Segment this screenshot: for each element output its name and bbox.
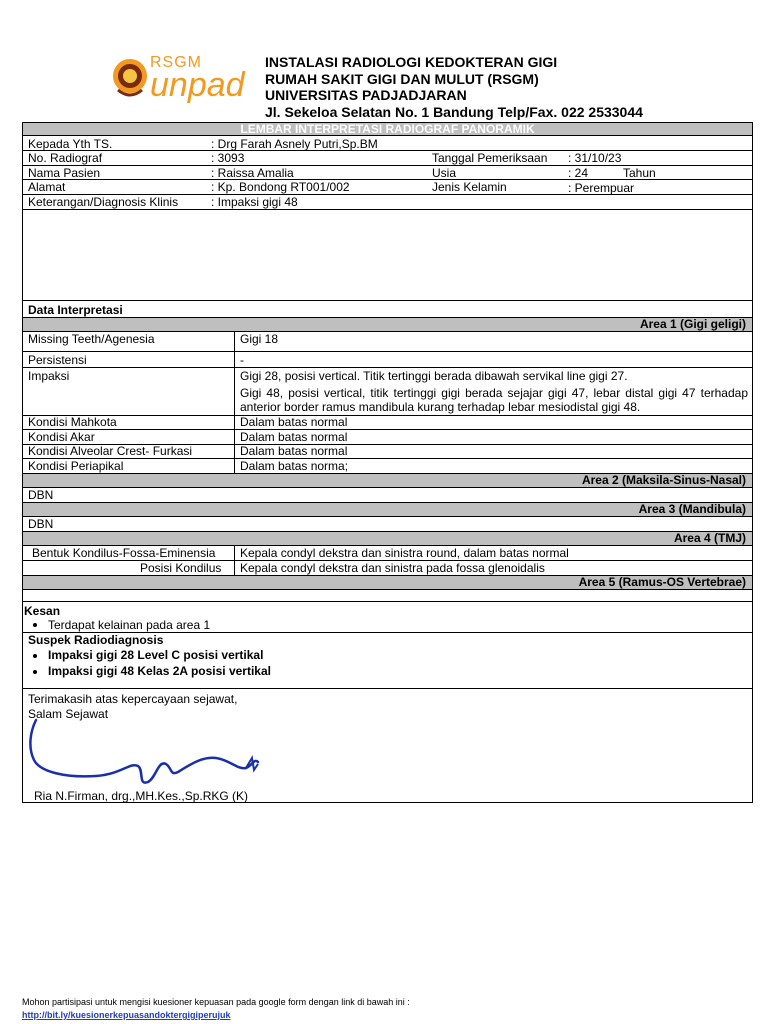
- rsgm-unpad-logo: [108, 50, 248, 110]
- area-5-label: Area 5 (Ramus-OS Vertebrae): [578, 575, 746, 589]
- kepada-value: : Drg Farah Asnely Putri,Sp.BM: [211, 137, 378, 151]
- keterangan-label: Keterangan/Diagnosis Klinis: [28, 195, 179, 209]
- area-1-bar: [22, 317, 753, 332]
- missing-teeth-value: Gigi 18: [240, 332, 279, 346]
- logo-unpad-text: unpad: [150, 66, 245, 104]
- usia-value: : 24: [568, 166, 589, 180]
- data-interpretasi-title: Data Interpretasi: [28, 303, 123, 317]
- bullet-icon: [33, 623, 37, 627]
- suspek-title: Suspek Radiodiagnosis: [28, 633, 164, 647]
- bentuk-kondilus-label: Bentuk Kondilus-Fossa-Eminensia: [32, 546, 216, 560]
- kondisi-alveolar-value: Dalam batas normal: [240, 444, 348, 458]
- header-line-4: Jl. Sekeloa Selatan No. 1 Bandung Telp/Fax. 022 2533044: [265, 104, 643, 120]
- bullet-icon: [33, 670, 37, 674]
- posisi-kondilus-label: Posisi Kondilus: [140, 561, 222, 575]
- usia-label: Usia: [432, 166, 457, 180]
- persistensi-value: -: [240, 353, 244, 367]
- kuesioner-link[interactable]: http://bit.ly/kuesionerkepuasandoktergigiperujuk: [22, 1010, 231, 1020]
- kondisi-akar-value: Dalam batas normal: [240, 430, 348, 444]
- form-title: LEMBAR INTERPRETASI RADIOGRAF PANORAMIK: [240, 122, 535, 136]
- impaksi-value-1: Gigi 28, posisi vertical. Titik tertinggi berada dibawah servikal line gigi 27.: [240, 369, 628, 383]
- no-radiograf-label: No. Radiograf: [28, 151, 103, 165]
- area-2-label: Area 2 (Maksila-Sinus-Nasal): [581, 473, 746, 487]
- kondisi-mahkota-value: Dalam batas normal: [240, 415, 348, 429]
- signatory-name: Ria N.Firman, drg.,MH.Kes.,Sp.RKG (K): [34, 789, 249, 803]
- closing-line-1: Terimakasih atas kepercayaan sejawat,: [28, 692, 238, 706]
- area-4-bar: [22, 531, 753, 546]
- kondisi-akar-label: Kondisi Akar: [28, 430, 95, 444]
- form-title-bar: [22, 122, 753, 136]
- missing-teeth-label: Missing Teeth/Agenesia: [28, 332, 155, 346]
- header-line-1: INSTALASI RADIOLOGI KEDOKTERAN GIGI: [265, 54, 558, 70]
- footer-note: Mohon partisipasi untuk mengisi kuesioner kepuasan pada google form dengan link di bawah ini :: [22, 997, 410, 1007]
- area-3-value: DBN: [28, 517, 54, 531]
- closing-line-2: Salam Sejawat: [28, 707, 109, 721]
- kondisi-periapikal-label: Kondisi Periapikal: [28, 459, 124, 473]
- suspek-item-1: Impaksi gigi 28 Level C posisi vertikal: [48, 648, 264, 662]
- keterangan-value: : Impaksi gigi 48: [211, 195, 298, 209]
- alamat-value: : Kp. Bondong RT001/002: [211, 180, 350, 194]
- persistensi-label: Persistensi: [28, 353, 87, 367]
- impaksi-value-2: Gigi 48, posisi vertical, titik tertinggi gigi berada sejajar gigi 47, lebar distal gigi 47 terhadap anterior border ramus mandibula kurang terhadap lebar mesiodistal gigi 48.: [240, 386, 748, 414]
- tanggal-label: Tanggal Pemeriksaan: [432, 151, 548, 165]
- kesan-item-1: Terdapat kelainan pada area 1: [48, 618, 211, 632]
- area-5-bar: [22, 575, 753, 590]
- kepada-label: Kepada Yth TS.: [28, 137, 113, 151]
- signature-image: [26, 718, 262, 788]
- kondisi-alveolar-label: Kondisi Alveolar Crest- Furkasi: [28, 444, 193, 458]
- area-3-label: Area 3 (Mandibula): [638, 502, 746, 516]
- kesan-title: Kesan: [24, 604, 61, 618]
- kondisi-periapikal-value: Dalam batas norma;: [240, 459, 349, 473]
- area-2-value: DBN: [28, 488, 54, 502]
- jenis-kelamin-label: Jenis Kelamin: [432, 180, 507, 194]
- header-line-2: RUMAH SAKIT GIGI DAN MULUT (RSGM): [265, 71, 539, 87]
- bentuk-kondilus-value: Kepala condyl dekstra dan sinistra round, dalam batas normal: [240, 546, 569, 560]
- logo-rsgm-text: RSGM: [150, 54, 202, 71]
- tanggal-value: : 31/10/23: [568, 151, 622, 165]
- usia-unit: Tahun: [623, 166, 656, 180]
- bullet-icon: [33, 654, 37, 658]
- suspek-item-2: Impaksi gigi 48 Kelas 2A posisi vertikal: [48, 664, 271, 678]
- area-1-label: Area 1 (Gigi geligi): [639, 317, 746, 331]
- area-2-bar: [22, 473, 753, 488]
- nama-value: : Raissa Amalia: [211, 166, 294, 180]
- no-radiograf-value: : 3093: [211, 151, 245, 165]
- posisi-kondilus-value: Kepala condyl dekstra dan sinistra pada fossa glenoidalis: [240, 561, 545, 575]
- impaksi-label: Impaksi: [28, 369, 70, 383]
- kondisi-mahkota-label: Kondisi Mahkota: [28, 415, 117, 429]
- area-3-bar: [22, 502, 753, 517]
- area-4-label: Area 4 (TMJ): [673, 531, 746, 545]
- alamat-label: Alamat: [28, 180, 66, 194]
- header-line-3: UNIVERSITAS PADJADJARAN: [265, 87, 467, 103]
- jenis-kelamin-value: : Perempuar: [568, 181, 635, 195]
- nama-label: Nama Pasien: [28, 166, 101, 180]
